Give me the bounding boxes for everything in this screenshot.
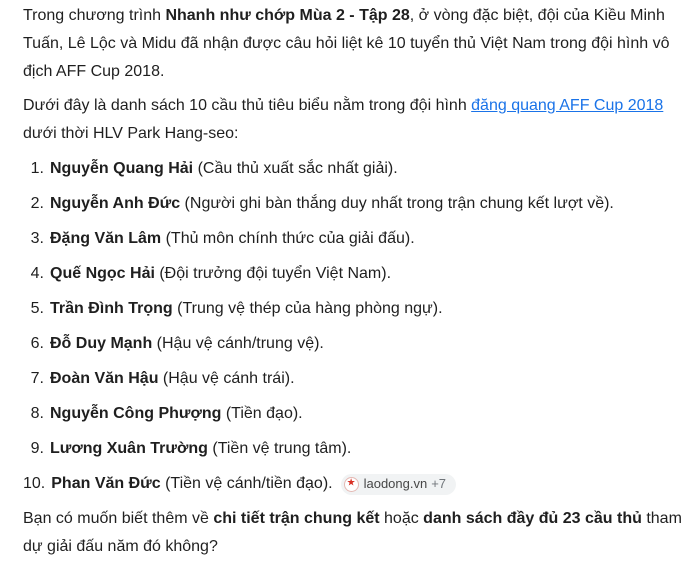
list-item [23,330,684,358]
player-description: (Đội trưởng đội tuyển Việt Nam). [154,265,392,282]
list-item-number: 3. [30,230,44,247]
list-item [23,260,684,288]
source-badge-label: laodong.vn [363,476,428,491]
list-item-number: 5. [30,300,44,317]
list-item-number: 7. [30,370,44,387]
list-item-text [50,435,351,463]
player-list [23,155,684,498]
list-item-number: 4. [30,265,44,282]
player-name: Lương Xuân Trường [50,440,208,457]
list-item-text [50,400,303,428]
body-text: dưới thời HLV Park Hang-seo: [23,125,239,142]
list-item-number: 2. [30,195,44,212]
list-item-number: 9. [30,440,44,457]
body-text: hoặc [379,510,424,527]
body-text: Trong chương trình [23,7,166,24]
list-item-text [51,470,456,498]
player-name: Phan Văn Đức [51,475,161,492]
player-name: Đặng Văn Lâm [50,230,162,247]
player-description: (Hậu vệ cánh/trung vệ). [152,335,324,352]
list-item-number: 1. [30,160,44,177]
player-description: (Tiền vệ trung tâm). [207,440,352,457]
player-name: Quế Ngọc Hải [50,265,155,282]
player-name: Trần Đình Trọng [50,300,173,317]
player-name: Nguyễn Anh Đức [50,195,181,212]
player-description: (Người ghi bàn thắng duy nhất trong trận chung kết lượt về). [180,195,614,212]
list-item-text [50,155,398,183]
list-item [23,190,684,218]
list-item [23,225,684,253]
list-item [23,470,684,498]
player-name: Nguyễn Quang Hải [50,160,194,177]
source-badge[interactable] [341,474,456,495]
list-item [23,435,684,463]
list-item-text [50,365,295,393]
bold-text: chi tiết trận chung kết [213,510,380,527]
source-badge-count: +7 [431,476,447,491]
player-description: (Tiền đạo). [221,405,303,422]
list-item-text [50,190,614,218]
player-name: Đỗ Duy Mạnh [50,335,153,352]
list-item-text [50,260,391,288]
laodong-star-icon [344,477,359,492]
closing-paragraph [23,505,684,561]
list-item-text [50,330,324,358]
body-text: Dưới đây là danh sách 10 cầu thủ tiêu biểu nằm trong đội hình [23,97,472,114]
list-item-number: 10. [23,475,46,492]
bold-text: Nhanh như chớp Mùa 2 - Tập 28 [165,7,410,24]
list-item-number: 6. [30,335,44,352]
list-item [23,365,684,393]
player-name: Nguyễn Công Phượng [50,405,222,422]
list-item [23,155,684,183]
body-text: tham dự giải đấu năm đó không? [23,510,682,555]
list-item [23,295,684,323]
list-item [23,400,684,428]
player-description: (Trung vệ thép của hàng phòng ngự). [172,300,443,317]
star-glyph: ★ [346,477,356,489]
player-name: Đoàn Văn Hậu [50,370,159,387]
list-item-number: 8. [30,405,44,422]
list-intro-paragraph [23,92,684,148]
body-text: Bạn có muốn biết thêm về [23,510,214,527]
player-description: (Hậu vệ cánh trái). [158,370,295,387]
list-item-text [50,225,415,253]
bold-text: danh sách đầy đủ 23 cầu thủ [423,510,642,527]
player-description: (Cầu thủ xuất sắc nhất giải). [193,160,398,177]
inline-link[interactable]: đăng quang AFF Cup 2018 [471,97,664,114]
player-description: (Thủ môn chính thức của giải đấu). [161,230,415,247]
body-text: , ở vòng đặc biệt, đội của Kiều Minh Tuấn, Lê Lộc và Midu đã nhận được câu hỏi liệt kê 10 tuyển thủ Việt Nam trong đội hình vô địch AFF Cup 2018. [23,7,670,80]
list-item-text [50,295,443,323]
player-description: (Tiền vệ cánh/tiền đạo). [160,475,333,492]
intro-paragraph [23,2,684,86]
